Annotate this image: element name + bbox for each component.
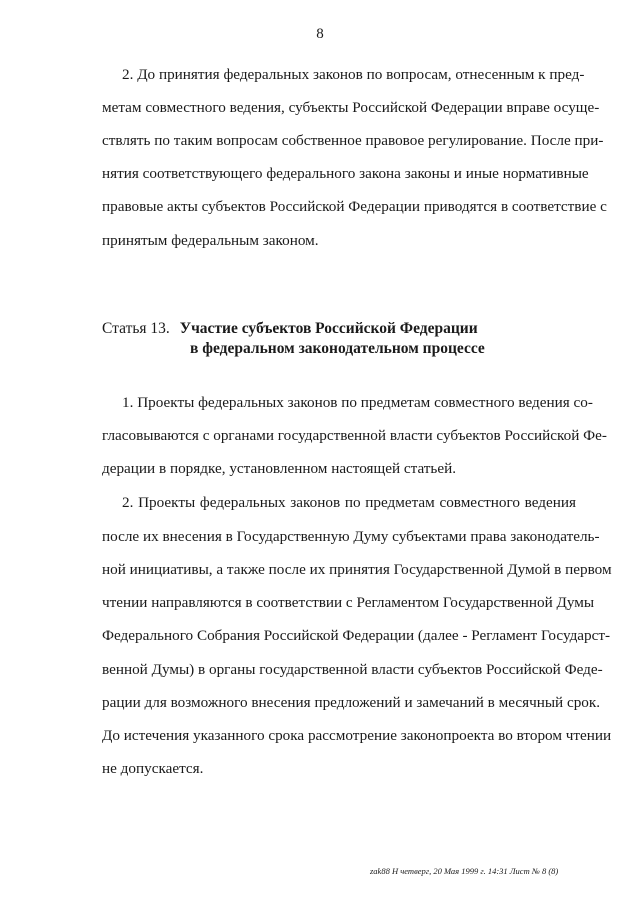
page-number: 8 xyxy=(316,26,324,42)
text-line: дерации в порядке, установленном настоящей статьей. xyxy=(102,460,457,477)
text-line: принятым федеральным законом. xyxy=(102,232,319,249)
text-line: метам совместного ведения, субъекты Российской Федерации вправе осуще- xyxy=(102,99,600,116)
text-line: Федерального Собрания Российской Федерации (далее - Регламент Государст- xyxy=(102,627,611,644)
text-line: рации для возможного внесения предложений и замечаний в месячный срок. xyxy=(102,694,601,711)
text-line: 1. Проекты федеральных законов по предметам совместного ведения со- xyxy=(122,394,593,411)
text-line: 2. Проекты федеральных законов по предметам совместного ведения xyxy=(122,494,576,511)
text-line: после их внесения в Государственную Думу субъектами права законодатель- xyxy=(102,528,600,545)
article-title-line-1: Участие субъектов Российской Федерации xyxy=(179,320,478,337)
text-line: ствлять по таким вопросам собственное правовое регулирование. После при- xyxy=(102,132,604,149)
article-title-line-2: в федеральном законодательном процессе xyxy=(190,340,485,357)
text-line: чтении направляются в соответствии с Регламентом Государственной Думы xyxy=(102,594,595,611)
text-line: венной Думы) в органы государственной власти субъектов Российской Феде- xyxy=(102,661,603,678)
text-line: 2. До принятия федеральных законов по вопросам, отнесенным к пред- xyxy=(122,66,585,83)
text-line: ной инициативы, а также после их принятия Государственной Думой в первом xyxy=(102,561,612,578)
text-line: До истечения указанного срока рассмотрение законопроекта во втором чтении xyxy=(102,727,612,744)
text-line: нятия соответствующего федерального закона законы и иные нормативные xyxy=(102,165,589,182)
page-footer: zak88 Н четверг, 20 Мая 1999 г. 14:31 Лист № 8 (8) xyxy=(370,866,559,876)
text-line: гласовываются с органами государственной власти субъектов Российской Фе- xyxy=(102,427,607,444)
text-line: правовые акты субъектов Российской Федерации приводятся в соответствие с xyxy=(102,198,607,215)
text-line: не допускается. xyxy=(102,760,204,777)
article-number: Статья 13. xyxy=(102,320,170,337)
article-heading xyxy=(102,318,478,340)
